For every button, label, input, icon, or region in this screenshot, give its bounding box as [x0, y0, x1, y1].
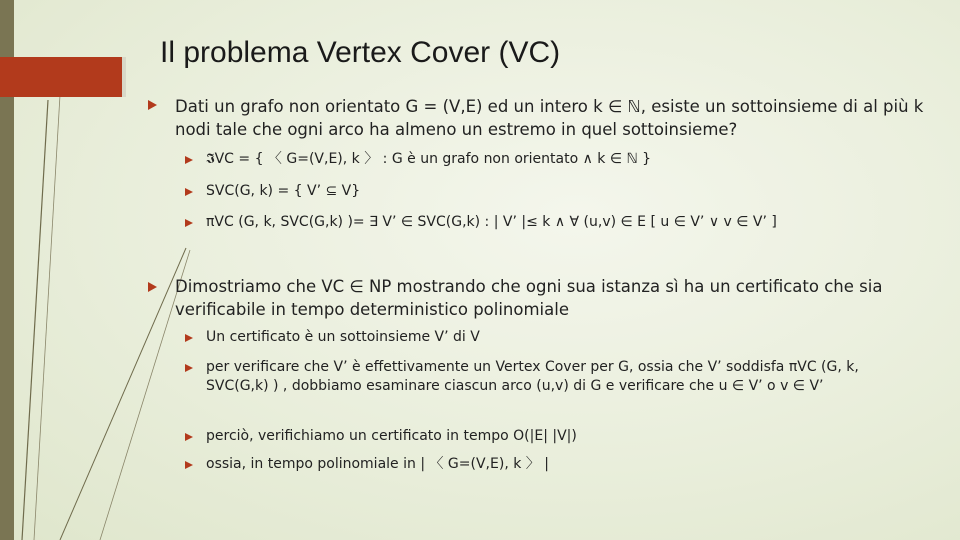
- sub-bullet-arrow-icon: [185, 219, 193, 227]
- bullet-1-text: Dati un grafo non orientato G = (V,E) ed un intero k ∈ ℕ, esiste un sottoinsieme di al più k nodi tale che ogni arco ha almeno un estremo in quel sottoinsieme?: [175, 97, 924, 139]
- sub-bullet-arrow-icon: [185, 188, 193, 196]
- sub-bullet-arrow-icon: [185, 433, 193, 441]
- sub-bullet-arrow-icon: [185, 461, 193, 469]
- title-accent-bar: [0, 57, 122, 97]
- bullet-2-sub-2: per verificare che V’ è effettivamente un Vertex Cover per G, ossia che V’ soddisfa πVC (G, k, SVC(G,k) ) , dobbiamo esaminare ciascun arco (u,v) di G e verificare che u ∈ V’ o v ∈ V’: [206, 359, 859, 394]
- bullet-arrow-icon: [148, 100, 157, 110]
- bullet-1-sub-1: 𝕴VC = { 〈 G=(V,E), k 〉 : G è un grafo non orientato ∧ k ∈ ℕ }: [206, 151, 652, 167]
- bullet-arrow-icon: [148, 282, 157, 292]
- sub-bullet-arrow-icon: [185, 334, 193, 342]
- bullet-1-sub-2: SVC(G, k) = { V’ ⊆ V}: [206, 183, 361, 199]
- bullet-2-sub-4: ossia, in tempo polinomiale in | 〈 G=(V,E), k 〉 |: [206, 456, 549, 472]
- sub-bullet-arrow-icon: [185, 364, 193, 372]
- bullet-1-sub-3: πVC (G, k, SVC(G,k) )= ∃ V’ ∈ SVC(G,k) : | V’ |≤ k ∧ ∀ (u,v) ∈ E [ u ∈ V’ ∨ v ∈ V’ ]: [206, 214, 777, 230]
- slide-title: Il problema Vertex Cover (VC): [160, 36, 561, 69]
- bullet-2-text: Dimostriamo che VC ∈ NP mostrando che ogni sua istanza sì ha un certificato che sia verificabile in tempo deterministico polinomiale: [175, 277, 883, 319]
- bullet-2-sub-3: perciò, verifichiamo un certificato in tempo O(|E| |V|): [206, 428, 577, 444]
- sub-bullet-arrow-icon: [185, 156, 193, 164]
- bullet-2-sub-1: Un certificato è un sottoinsieme V’ di V: [206, 329, 480, 345]
